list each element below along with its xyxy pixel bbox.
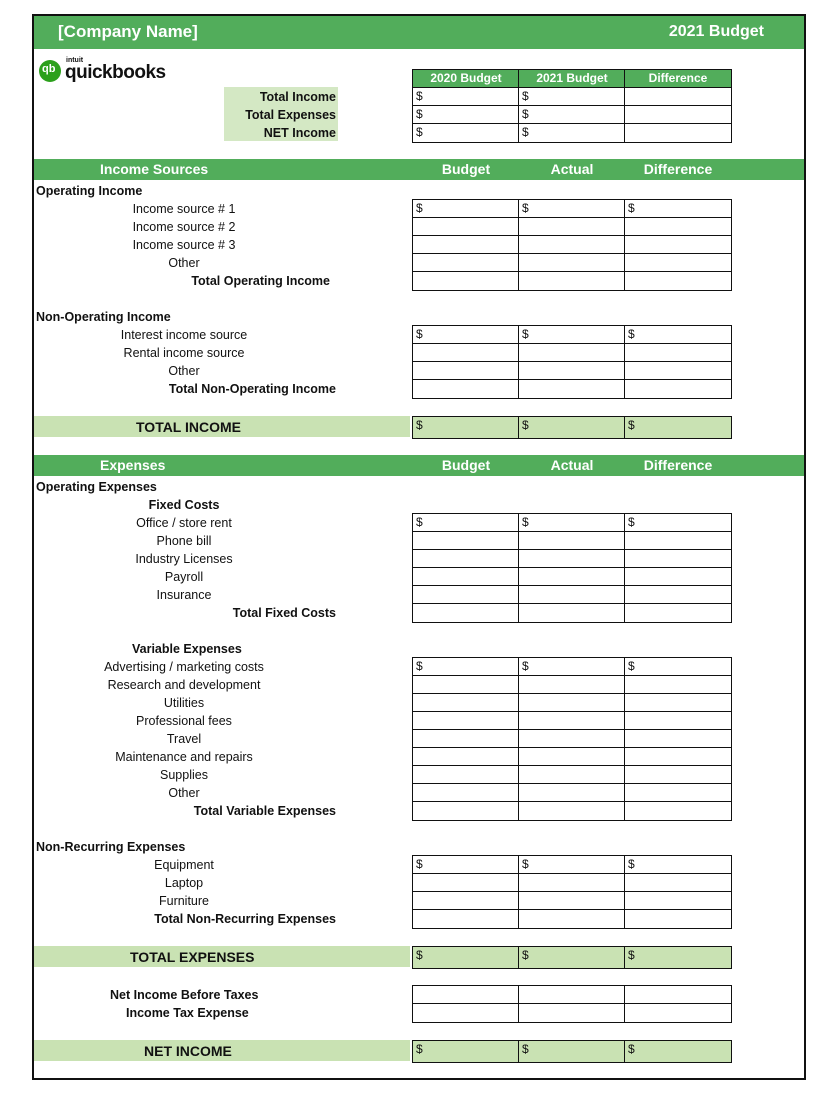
- variable-expenses-cell[interactable]: [518, 693, 626, 713]
- expenses-col-budget: Budget: [441, 457, 491, 473]
- operating-income-cell[interactable]: [624, 253, 732, 273]
- variable-expenses-cell[interactable]: [412, 783, 520, 803]
- summary-cell[interactable]: [624, 105, 732, 125]
- summary-col-diff: Difference: [624, 69, 732, 88]
- summary-col-2020: 2020 Budget: [412, 69, 520, 88]
- non-operating-income-cell[interactable]: [518, 361, 626, 381]
- summary-total-income-label: Total Income: [259, 90, 336, 104]
- summary-cell[interactable]: [624, 87, 732, 107]
- non-recurring-expenses-cell[interactable]: [412, 891, 520, 911]
- total-non-operating-income-label: Total Non-Operating Income: [168, 382, 336, 396]
- income-row-label: Rental income source: [123, 346, 245, 360]
- fixed-costs-cell[interactable]: [624, 549, 732, 569]
- net-income-before-taxes-label: Net Income Before Taxes: [110, 988, 259, 1002]
- non-operating-income-cell[interactable]: [412, 361, 520, 381]
- fixed-costs-cell[interactable]: [624, 585, 732, 605]
- net-income-cell[interactable]: $: [518, 1040, 626, 1063]
- income-col-actual: Actual: [550, 161, 594, 177]
- non-recurring-expenses-title: Non-Recurring Expenses: [36, 840, 186, 854]
- operating-income-cell[interactable]: $: [412, 199, 520, 219]
- summary-cell[interactable]: [624, 123, 732, 143]
- variable-expenses-cell[interactable]: [412, 765, 520, 785]
- fixed-costs-cell[interactable]: [624, 603, 732, 623]
- net-income-cell[interactable]: $: [624, 1040, 732, 1063]
- expense-row-label: Insurance: [156, 588, 212, 602]
- income-row-label: Income source # 1: [132, 202, 236, 216]
- operating-income-cell[interactable]: [624, 235, 732, 255]
- fixed-costs-cell[interactable]: [518, 603, 626, 623]
- fixed-costs-cell[interactable]: [518, 585, 626, 605]
- summary-cell[interactable]: $: [412, 87, 520, 107]
- fixed-costs-cell[interactable]: [624, 531, 732, 551]
- income-row-label: Income source # 3: [132, 238, 236, 252]
- expense-row-label: Research and development: [107, 678, 261, 692]
- expense-row-label: Advertising / marketing costs: [104, 660, 264, 674]
- variable-expenses-cell[interactable]: $: [518, 657, 626, 677]
- non-operating-income-title: Non-Operating Income: [36, 310, 171, 324]
- non-operating-income-cell[interactable]: [624, 379, 732, 399]
- logo-intuit: intuit: [66, 57, 84, 64]
- variable-expenses-cell[interactable]: [624, 765, 732, 785]
- fixed-costs-cell[interactable]: [518, 531, 626, 551]
- operating-income-cell[interactable]: [624, 217, 732, 237]
- income-band: [34, 159, 804, 180]
- variable-expenses-cell[interactable]: [624, 747, 732, 767]
- expense-row-label: Laptop: [164, 876, 204, 890]
- summary-cell[interactable]: $: [518, 87, 626, 107]
- fixed-costs-cell[interactable]: [412, 603, 520, 623]
- variable-expenses-cell[interactable]: [518, 765, 626, 785]
- summary-net-income-label: NET Income: [263, 126, 336, 140]
- variable-expenses-cell[interactable]: [412, 693, 520, 713]
- net-before-tax-cell[interactable]: [518, 1003, 626, 1023]
- variable-expenses-cell[interactable]: $: [624, 657, 732, 677]
- variable-expenses-cell[interactable]: [412, 747, 520, 767]
- fixed-costs-cell[interactable]: $: [412, 513, 520, 533]
- operating-expenses-title: Operating Expenses: [36, 480, 157, 494]
- total-non-recurring-expenses-label: Total Non-Recurring Expenses: [154, 912, 336, 926]
- fixed-costs-cell[interactable]: [518, 549, 626, 569]
- fixed-costs-cell[interactable]: [624, 567, 732, 587]
- total-variable-expenses-label: Total Variable Expenses: [193, 804, 336, 818]
- income-row-label: Interest income source: [120, 328, 248, 342]
- total-operating-income-label: Total Operating Income: [191, 274, 330, 288]
- expense-row-label: Payroll: [164, 570, 204, 584]
- operating-income-title: Operating Income: [36, 184, 143, 198]
- expense-row-label: Professional fees: [136, 714, 232, 728]
- total-income-cell[interactable]: $: [518, 416, 626, 439]
- summary-total-expenses-label: Total Expenses: [245, 108, 336, 122]
- total-fixed-costs-label: Total Fixed Costs: [232, 606, 336, 620]
- fixed-costs-cell[interactable]: [412, 567, 520, 587]
- summary-cell[interactable]: $: [412, 105, 520, 125]
- variable-expenses-cell[interactable]: [624, 675, 732, 695]
- fixed-costs-cell[interactable]: [518, 567, 626, 587]
- net-before-tax-cell[interactable]: [624, 985, 732, 1005]
- net-income-cell[interactable]: $: [412, 1040, 520, 1063]
- non-recurring-expenses-cell[interactable]: [412, 909, 520, 929]
- non-recurring-expenses-cell[interactable]: [624, 909, 732, 929]
- expense-row-label: Maintenance and repairs: [115, 750, 253, 764]
- summary-col-2021: 2021 Budget: [518, 69, 626, 88]
- variable-expenses-cell[interactable]: [624, 729, 732, 749]
- expense-row-label: Other: [168, 786, 200, 800]
- income-col-budget: Budget: [441, 161, 491, 177]
- variable-expenses-cell[interactable]: [412, 729, 520, 749]
- variable-expenses-cell[interactable]: [624, 693, 732, 713]
- operating-income-cell[interactable]: [518, 217, 626, 237]
- summary-cell[interactable]: $: [412, 123, 520, 143]
- total-income-cell[interactable]: $: [412, 416, 520, 439]
- variable-expenses-cell[interactable]: [624, 783, 732, 803]
- budget-title: 2021 Budget: [668, 23, 764, 40]
- total-income-cell[interactable]: $: [624, 416, 732, 439]
- non-operating-income-cell[interactable]: [624, 343, 732, 363]
- expense-row-label: Supplies: [160, 768, 208, 782]
- operating-income-cell[interactable]: [412, 271, 520, 291]
- non-recurring-expenses-cell[interactable]: [624, 891, 732, 911]
- non-operating-income-cell[interactable]: $: [624, 325, 732, 345]
- non-operating-income-cell[interactable]: $: [412, 325, 520, 345]
- variable-expenses-cell[interactable]: [518, 729, 626, 749]
- variable-expenses-cell[interactable]: [624, 711, 732, 731]
- non-recurring-expenses-cell[interactable]: [518, 909, 626, 929]
- non-recurring-expenses-cell[interactable]: [518, 873, 626, 893]
- expense-row-label: Phone bill: [156, 534, 212, 548]
- non-recurring-expenses-cell[interactable]: [412, 873, 520, 893]
- net-before-tax-cell[interactable]: [518, 985, 626, 1005]
- operating-income-cell[interactable]: [518, 253, 626, 273]
- non-recurring-expenses-cell[interactable]: $: [412, 855, 520, 875]
- non-recurring-expenses-cell[interactable]: $: [518, 855, 626, 875]
- operating-income-cell[interactable]: [412, 217, 520, 237]
- total-expenses-cell[interactable]: $: [412, 946, 520, 969]
- non-operating-income-cell[interactable]: [412, 343, 520, 363]
- expenses-band-title: Expenses: [100, 457, 166, 473]
- total-expenses-cell[interactable]: $: [518, 946, 626, 969]
- income-row-label: Other: [168, 256, 200, 270]
- summary-cell[interactable]: $: [518, 123, 626, 143]
- non-operating-income-cell[interactable]: [624, 361, 732, 381]
- non-operating-income-cell[interactable]: [412, 379, 520, 399]
- total-expenses-cell[interactable]: $: [624, 946, 732, 969]
- non-recurring-expenses-cell[interactable]: [518, 891, 626, 911]
- operating-income-cell[interactable]: [412, 253, 520, 273]
- company-name: [Company Name]: [58, 22, 198, 41]
- variable-expenses-cell[interactable]: [412, 801, 520, 821]
- variable-expenses-cell[interactable]: [624, 801, 732, 821]
- income-row-label: Other: [168, 364, 200, 378]
- fixed-costs-cell[interactable]: [412, 549, 520, 569]
- logo-brand: quickbooks: [65, 62, 166, 83]
- non-operating-income-cell[interactable]: $: [518, 325, 626, 345]
- fixed-costs-cell[interactable]: [412, 585, 520, 605]
- expense-row-label: Furniture: [158, 894, 210, 908]
- non-operating-income-cell[interactable]: [518, 343, 626, 363]
- net-before-tax-cell[interactable]: [412, 985, 520, 1005]
- variable-expenses-cell[interactable]: [518, 783, 626, 803]
- quickbooks-mark-icon: qb: [39, 60, 61, 82]
- non-recurring-expenses-cell[interactable]: [624, 873, 732, 893]
- income-row-label: Income source # 2: [132, 220, 236, 234]
- expense-row-label: Travel: [166, 732, 202, 746]
- income-tax-expense-label: Income Tax Expense: [126, 1006, 249, 1020]
- title-band: [34, 16, 804, 49]
- expense-row-label: Industry Licenses: [135, 552, 233, 566]
- variable-expenses-cell[interactable]: [518, 675, 626, 695]
- expenses-band: [34, 455, 804, 476]
- net-before-tax-cell[interactable]: [412, 1003, 520, 1023]
- non-recurring-expenses-cell[interactable]: $: [624, 855, 732, 875]
- variable-expenses-cell[interactable]: [518, 801, 626, 821]
- operating-income-cell[interactable]: [412, 235, 520, 255]
- total-expenses-label: TOTAL EXPENSES: [130, 949, 255, 965]
- variable-expenses-title: Variable Expenses: [132, 642, 242, 656]
- variable-expenses-cell[interactable]: [518, 747, 626, 767]
- expenses-col-difference: Difference: [643, 457, 713, 473]
- expenses-col-actual: Actual: [550, 457, 594, 473]
- fixed-costs-title: Fixed Costs: [148, 498, 220, 512]
- summary-cell[interactable]: $: [518, 105, 626, 125]
- non-operating-income-cell[interactable]: [518, 379, 626, 399]
- net-before-tax-cell[interactable]: [624, 1003, 732, 1023]
- operating-income-cell[interactable]: [624, 271, 732, 291]
- fixed-costs-cell[interactable]: [412, 531, 520, 551]
- variable-expenses-cell[interactable]: [412, 675, 520, 695]
- operating-income-cell[interactable]: $: [518, 199, 626, 219]
- variable-expenses-cell[interactable]: [518, 711, 626, 731]
- income-col-difference: Difference: [643, 161, 713, 177]
- fixed-costs-cell[interactable]: $: [518, 513, 626, 533]
- expense-row-label: Office / store rent: [136, 516, 232, 530]
- expense-row-label: Equipment: [154, 858, 214, 872]
- operating-income-cell[interactable]: [518, 271, 626, 291]
- operating-income-cell[interactable]: $: [624, 199, 732, 219]
- variable-expenses-cell[interactable]: $: [412, 657, 520, 677]
- net-income-label: NET INCOME: [144, 1043, 232, 1059]
- total-income-label: TOTAL INCOME: [136, 419, 241, 435]
- variable-expenses-cell[interactable]: [412, 711, 520, 731]
- expense-row-label: Utilities: [163, 696, 205, 710]
- income-band-title: Income Sources: [100, 161, 209, 177]
- operating-income-cell[interactable]: [518, 235, 626, 255]
- fixed-costs-cell[interactable]: $: [624, 513, 732, 533]
